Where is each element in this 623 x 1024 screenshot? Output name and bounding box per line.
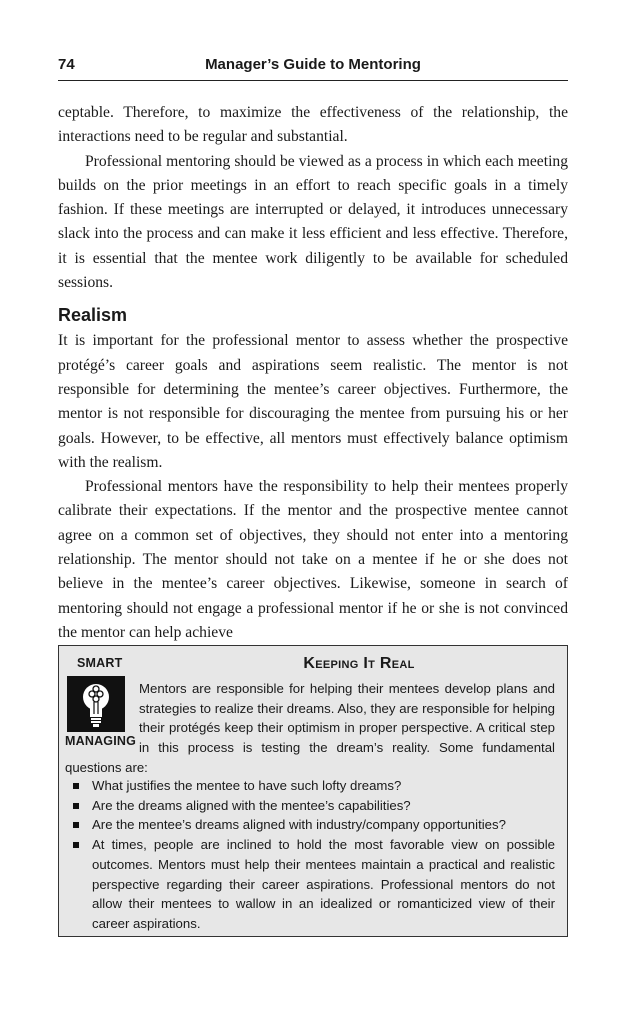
list-item: Are the mentee’s dreams aligned with industry/company opportunities?: [71, 815, 555, 835]
sidebar-intro: [65, 679, 555, 778]
bullet-square-icon: [73, 842, 79, 848]
paragraph: Professional mentoring should be viewed as a process in which each meeting builds on the prior meetings in an effort to reach specific goals in a timely fashion. If these meetings are interrupted or delayed, it introduces unnecessary slack into the process and can make it less efficient and less effective. Therefore, it is essential that the mentee work diligently to be available for scheduled sessions.: [58, 152, 568, 292]
paragraph: It is important for the professional mentor to assess whether the prospective protégé’s career goals and aspirations seem realistic. The mentor is not responsible for determining the mentee’s career objectives. Furthermore, the mentor is not responsible for discouraging the mentee from pursuing his or her goals. However, to be effective, all mentors must effectively balance optimism with the realism.: [58, 332, 568, 471]
sidebar-title: Keeping It Real: [303, 655, 415, 672]
section-heading: Realism: [58, 305, 128, 326]
running-title: Manager’s Guide to Mentoring: [205, 56, 421, 73]
list-item: Are the dreams aligned with the mentee’s capabilities?: [71, 796, 555, 816]
question-list: [71, 776, 555, 934]
paragraph: Professional mentors have the responsibility to help their mentees properly calibrate their expectations. If the mentor and the prospective mentee cannot agree on a common set of objectives, they should not enter into a mentoring relationship. The mentor should not take on a mentee if he or she does not believe in the mentee’s career objectives. Likewise, someone in search of mentoring should not engage a professional mentor if he or she is not convinced the mentor can help achieve: [58, 478, 568, 641]
body-text: [58, 101, 568, 645]
bullet-square-icon: [73, 803, 79, 809]
page-header: [58, 52, 568, 81]
sidebar-intro-text: Mentors are responsible for helping their mentees develop plans and strategies to realize their dreams. Also, they are responsible for helping their protégés keep their optimism in proper perspective. A critical step in this process is testing the dream’s reality. Some fundamental questions are:: [65, 681, 555, 775]
list-item: What justifies the mentee to have such lofty dreams?: [71, 776, 555, 796]
list-item: At times, people are inclined to hold the most favorable view on possible outcomes. Mentors must help their mentees maintain a practical and realistic perspective regarding their career aspirations. Professional mentors do not allow their mentees to wallow in an idealized or romanticized view of their career aspirations.: [71, 835, 555, 934]
managing-label: MANAGING: [65, 734, 137, 748]
smart-managing-sidebar: [58, 645, 568, 937]
bullet-square-icon: [73, 822, 79, 828]
smart-label: SMART: [77, 656, 123, 670]
page-number: 74: [58, 56, 75, 73]
paragraph: ceptable. Therefore, to maximize the effectiveness of the relationship, the interactions need to be regular and substantial.: [58, 104, 568, 146]
bullet-square-icon: [73, 783, 79, 789]
